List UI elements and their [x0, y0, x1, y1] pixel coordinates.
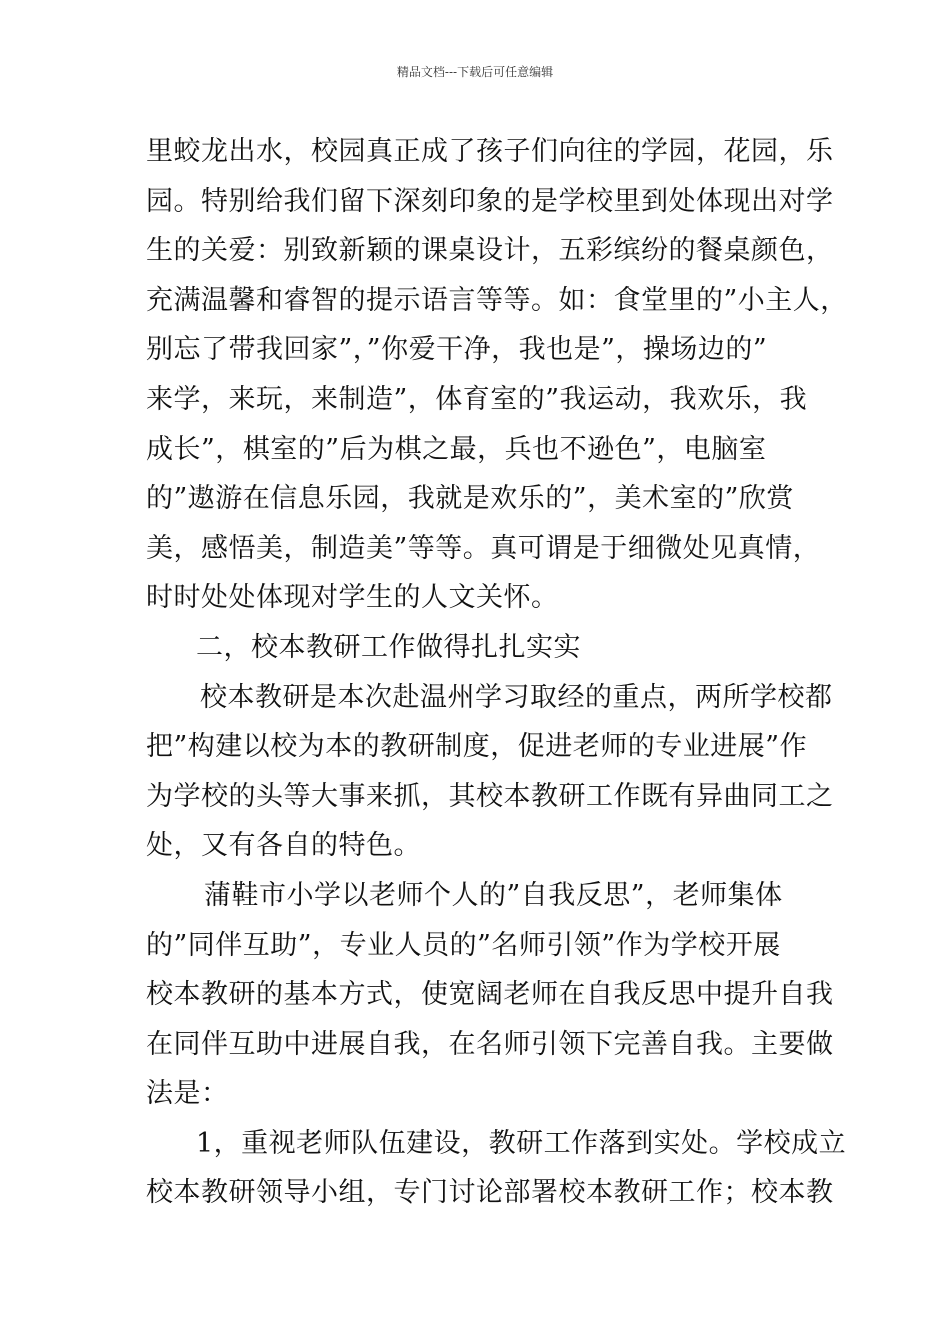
text-line: 园。特别给我们留下深刻印象的是学校里到处体现出对学 [146, 185, 834, 217]
text-line: 的”遨游在信息乐园，我就是欢乐的”，美术室的”欣赏 [146, 483, 794, 515]
text-line: 美，感悟美，制造美”等等。真可谓是于细微处见真情， [146, 532, 821, 564]
page-header: 精品文档---下载后可任意编辑 [396, 65, 554, 79]
text-line: 别忘了带我回家”，”你爱干净，我也是”，操场边的” [146, 334, 768, 366]
text-line: 为学校的头等大事来抓，其校本教研工作既有异曲同工之 [146, 780, 834, 812]
text-line: 校本教研领导小组，专门讨论部署校本教研工作；校本教 [146, 1177, 834, 1209]
text-line: 把”构建以校为本的教研制度，促进老师的专业进展”作 [146, 731, 808, 763]
text-line: 蒲鞋市小学以老师个人的”自我反思”，老师集体 [204, 879, 783, 911]
text-line: 时时处处体现对学生的人文关怀。 [146, 582, 559, 614]
text-line: 校本教研的基本方式，使宽阔老师在自我反思中提升自我 [146, 979, 834, 1011]
text-line: 在同伴互助中进展自我，在名师引领下完善自我。主要做 [146, 1028, 834, 1060]
section-heading: 二，校本教研工作做得扎扎实实 [196, 631, 581, 663]
text-line: 充满温馨和睿智的提示语言等等。如：食堂里的”小主人， [146, 284, 848, 316]
document-body [146, 127, 848, 1218]
text-line: 生的关爱：别致新颖的课桌设计，五彩缤纷的餐桌颜色， [146, 235, 834, 267]
text-line: 校本教研是本次赴温州学习取经的重点，两所学校都 [200, 681, 833, 713]
text-line: 1，重视老师队伍建设，教研工作落到实处。学校成立 [196, 1127, 847, 1159]
text-line: 里蛟龙出水，校园真正成了孩子们向往的学园，花园，乐 [146, 136, 834, 167]
text-line: 来学，来玩，来制造”，体育室的”我运动，我欢乐，我 [146, 383, 808, 415]
text-line: 处，又有各自的特色。 [146, 830, 421, 862]
text-line: 的”同伴互助”，专业人员的”名师引领”作为学校开展 [146, 929, 781, 961]
text-line: 法是： [146, 1078, 229, 1110]
text-line: 成长”，棋室的”后为棋之最，兵也不逊色”，电脑室 [146, 433, 767, 465]
